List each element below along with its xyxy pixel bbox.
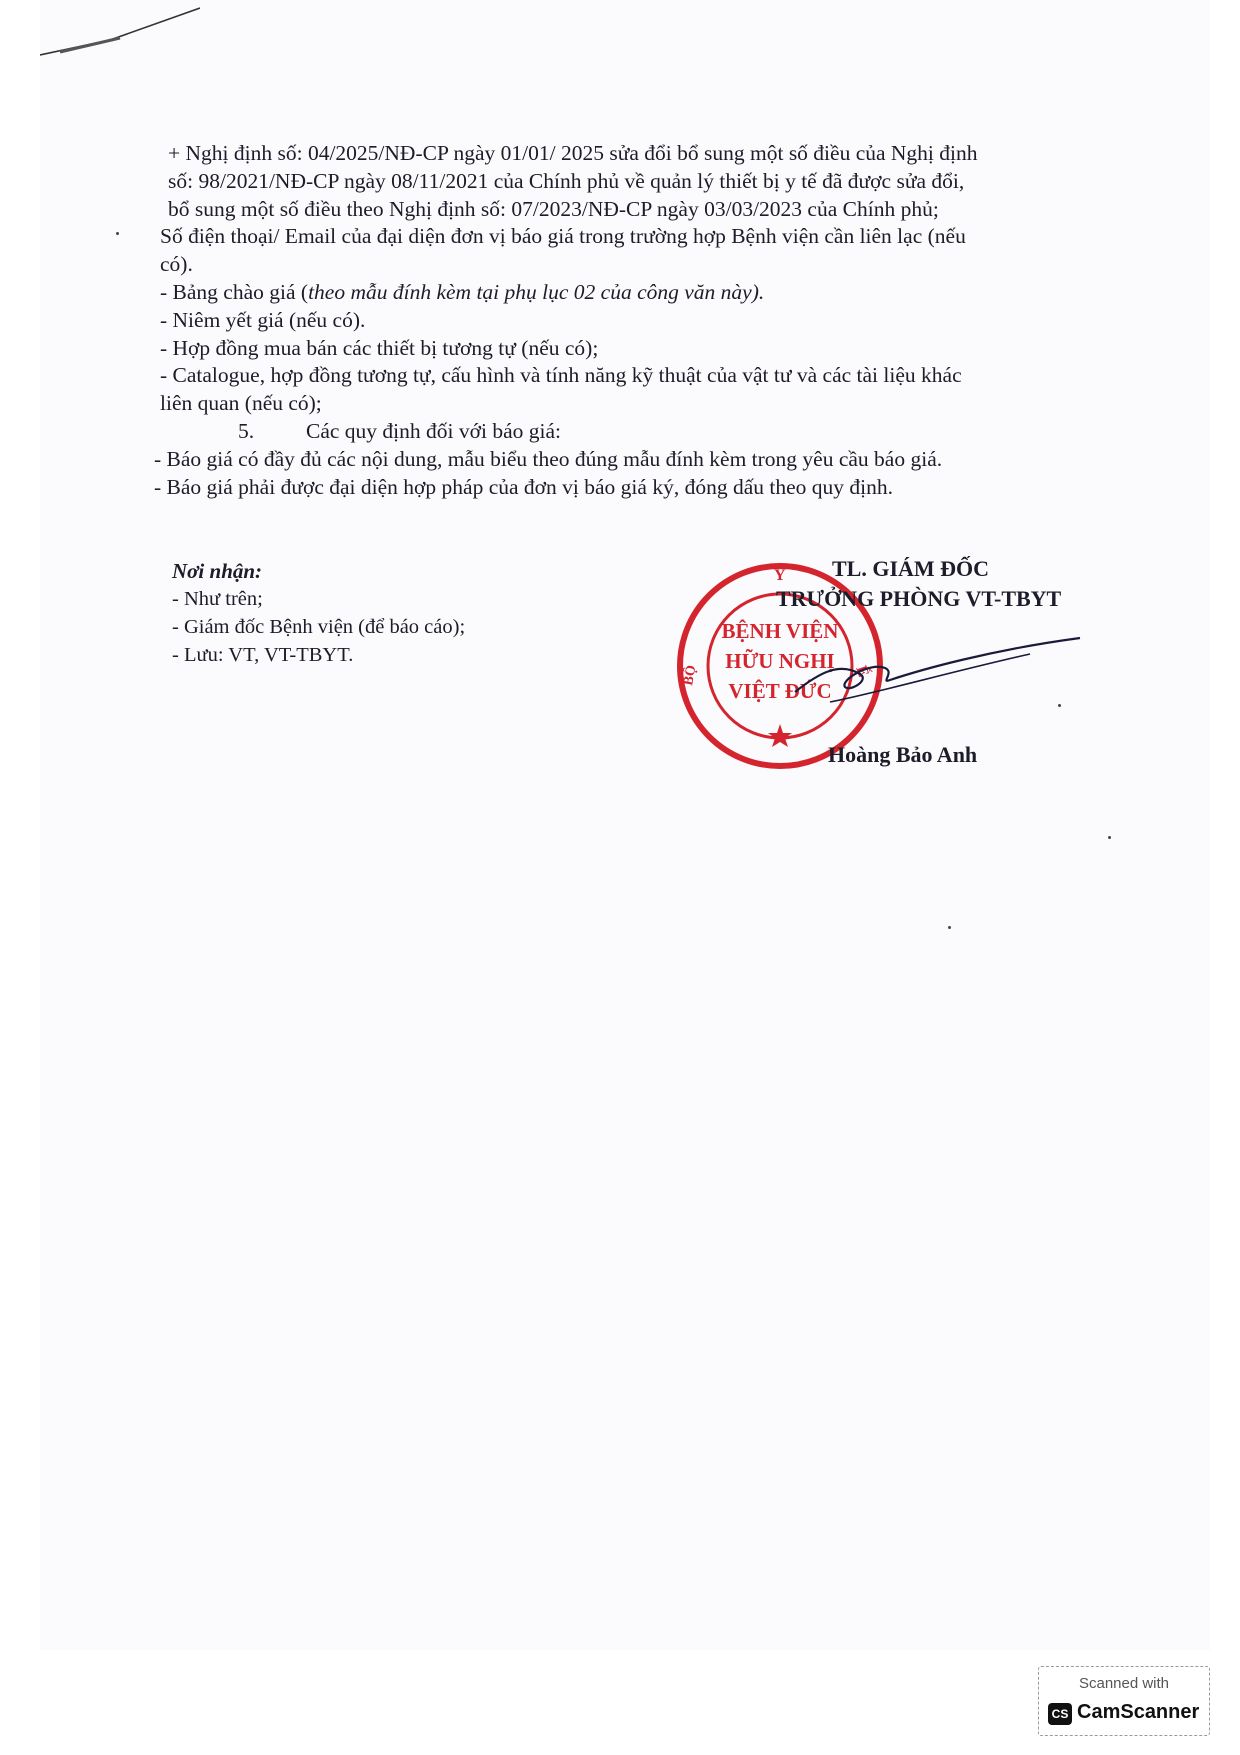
- watermark-brand: CamScanner: [1077, 1701, 1200, 1723]
- seal-text-line-3: VIỆT ĐỨC: [728, 679, 832, 703]
- scan-speck: [1058, 704, 1061, 707]
- price-quote-prefix: - Bảng chào giá (: [160, 279, 309, 304]
- scan-edge-line: [40, 0, 200, 60]
- list-item-catalogue-cont: liên quan (nếu có);: [160, 391, 322, 416]
- price-quote-italic: theo mẫu đính kèm tại phụ lục 02 của công văn này).: [308, 279, 765, 304]
- recipients-block: [172, 557, 465, 669]
- section-title: Các quy định đối với báo giá:: [306, 418, 561, 443]
- signer-name: Hoàng Bảo Anh: [828, 742, 978, 767]
- signature-title-2: TRƯỞNG PHÒNG VT-TBYT: [776, 586, 1062, 611]
- seal-ring-letter: Ế: [852, 663, 872, 680]
- scan-speck: [948, 926, 951, 929]
- decree-line-3: bổ sung một số điều theo Nghị định số: 07/2023/NĐ-CP ngày 03/03/2023 của Chính phủ;: [168, 196, 939, 221]
- list-item-listed-price: - Niêm yết giá (nếu có).: [160, 307, 366, 332]
- section-number: 5.: [238, 418, 255, 443]
- contact-line-1: Số điện thoại/ Email của đại diện đơn vị báo giá trong trường hợp Bệnh viện cần liên lạc (nếu: [160, 224, 966, 249]
- camscanner-logo-icon: CS: [1048, 1703, 1072, 1725]
- seal-ring-letter: BỘ: [681, 664, 700, 687]
- signature-title-1: TL. GIÁM ĐỐC: [832, 556, 990, 581]
- list-item-contracts: - Hợp đồng mua bán các thiết bị tương tự (nếu có);: [160, 335, 599, 360]
- seal-ring-letter: Y: [774, 567, 786, 584]
- recipients-title: Nơi nhận:: [172, 559, 263, 583]
- seal-text-line-1: BỆNH VIỆN: [721, 619, 839, 643]
- handwritten-signature: [790, 632, 1090, 712]
- recipient-item: - Lưu: VT, VT-TBYT.: [172, 644, 354, 666]
- section-5-heading: [168, 418, 1118, 446]
- recipient-item: - Giám đốc Bệnh viện (để báo cáo);: [172, 616, 466, 638]
- signature-block: [680, 556, 1100, 776]
- rule-item-1: - Báo giá có đầy đủ các nội dung, mẫu biểu theo đúng mẫu đính kèm trong yêu cầu báo giá.: [154, 446, 943, 471]
- camscanner-watermark: [1038, 1666, 1210, 1736]
- list-item-catalogue: - Catalogue, hợp đồng tương tự, cấu hình và tính năng kỹ thuật của vật tư và các tài liệu khác: [160, 363, 962, 388]
- recipient-item: - Như trên;: [172, 588, 263, 610]
- seal-star-icon: [768, 724, 792, 747]
- scan-speck: [1108, 836, 1111, 839]
- rule-item-2: - Báo giá phải được đại diện hợp pháp của đơn vị báo giá ký, đóng dấu theo quy định.: [154, 474, 893, 499]
- watermark-top-text: Scanned with: [1078, 1675, 1170, 1692]
- price-quote-item: [160, 279, 1118, 307]
- contact-line-2: có).: [160, 252, 193, 277]
- seal-text-line-2: HỮU NGHỊ: [725, 649, 835, 673]
- decree-line-2: số: 98/2021/NĐ-CP ngày 08/11/2021 của Chính phủ về quản lý thiết bị y tế đã được sửa đổi,: [168, 168, 965, 193]
- document-body: [154, 140, 1118, 501]
- scan-speck: [116, 232, 119, 235]
- decree-line-1: + Nghị định số: 04/2025/NĐ-CP ngày 01/01/ 2025 sửa đổi bổ sung một số điều của Nghị định: [168, 141, 978, 165]
